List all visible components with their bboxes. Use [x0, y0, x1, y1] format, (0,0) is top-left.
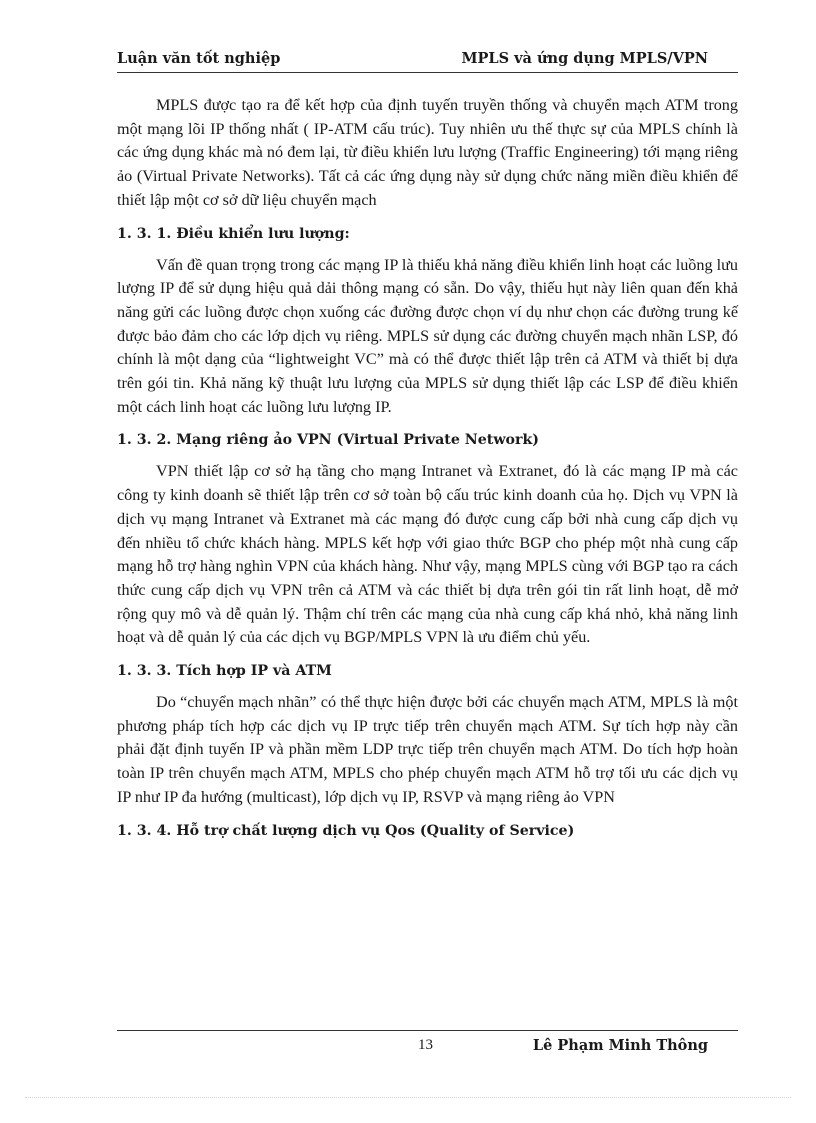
section-text-ip-atm: Do “chuyển mạch nhãn” có thể thực hiện được bởi các chuyển mạch ATM, MPLS là một phương pháp tích hợp các dịch vụ IP trực tiếp trên chuyển mạch ATM. Sự tích hợp này cần phải đặt định tuyến IP và phần mềm LDP trực tiếp trên chuyển mạch ATM. Do tích hợp hoàn toàn IP trên chuyển mạch ATM, MPLS cho phép chuyển mạch ATM hỗ trợ tối ưu các dịch vụ IP như IP đa hướng (multicast), lớp dịch vụ IP, RSVP và mạng riêng ảo VPN [117, 693, 738, 806]
intro-paragraph: MPLS được tạo ra để kết hợp của định tuyến truyền thống và chuyển mạch ATM trong một mạng lõi IP thống nhất ( IP-ATM cấu trúc). Tuy nhiên ưu thế thực sự của MPLS chính là các ứng dụng khác mà nó đem lại, từ điều khiển lưu lượng (Traffic Engineering) tới mạng riêng ảo (Virtual Private Networks). Tất cả các ứng dụng này sử dụng chức năng miền điều khiển để thiết lập một cơ sở dữ liệu chuyển mạch [117, 96, 738, 209]
page-edge-divider [25, 1097, 791, 1098]
author-name: Lê Phạm Minh Thông [532, 1037, 708, 1054]
section-heading-traffic-engineering: 1. 3. 1. Điều khiển lưu lượng: [117, 225, 350, 242]
section-text-vpn: VPN thiết lập cơ sở hạ tầng cho mạng Intranet và Extranet, đó là các mạng IP mà các công ty kinh doanh sẽ thiết lập trên cơ sở toàn bộ cấu trúc kinh doanh của họ. Dịch vụ VPN là dịch vụ mạng Intranet và Extranet mà các mạng đó được cung cấp bởi nhà cung cấp dịch vụ đến nhiều tổ chức khách hàng. MPLS kết hợp với giao thức BGP cho phép một nhà cung cấp mạng hỗ trợ hàng nghìn VPN của khách hàng. Như vậy, mạng MPLS cùng với BGP tạo ra cách thức cung cấp dịch vụ VPN trên cả ATM và các thiết bị dựa trên gói tin rất linh hoạt, dễ mở rộng quy mô và dễ quản lý. Thậm chí trên các mạng của nhà cung cấp khá nhỏ, khả năng linh hoạt và dễ quản lý của các dịch vụ BGP/MPLS VPN là ưu điểm chủ yếu. [117, 462, 738, 647]
page-header [117, 50, 738, 73]
section-text-traffic-engineering: Vấn đề quan trọng trong các mạng IP là thiếu khả năng điều khiển linh hoạt các luồng lưu lượng IP để sử dụng hiệu quả dải thông mạng có sẵn. Do vậy, thiếu hụt này liên quan đến khả năng gửi các luồng được chọn xuống các đường được chọn ví dụ như chọn các đường trung kế được bảo đảm cho các lớp dịch vụ riêng. MPLS sử dụng các đường chuyển mạch nhãn LSP, đó chính là một dạng của “lightweight VC” mà có thể được thiết lập trên cả ATM và thiết bị dựa trên gói tin. Khả năng kỹ thuật lưu lượng của MPLS sử dụng thiết lập các LSP để điều khiển một cách linh hoạt các luồng lưu lượng IP. [117, 255, 738, 416]
section-heading-vpn: 1. 3. 2. Mạng riêng ảo VPN (Virtual Private Network) [117, 432, 540, 449]
page-footer [117, 1030, 738, 1061]
page-content [117, 94, 738, 841]
header-topic-title: MPLS và ứng dụng MPLS/VPN [461, 50, 708, 67]
page-number: 13 [418, 1037, 433, 1053]
section-heading-qos: 1. 3. 4. Hỗ trợ chất lượng dịch vụ Qos (Quality of Service) [117, 822, 575, 839]
section-heading-ip-atm: 1. 3. 3. Tích hợp IP và ATM [117, 663, 332, 680]
header-thesis-title: Luận văn tốt nghiệp [117, 50, 281, 67]
